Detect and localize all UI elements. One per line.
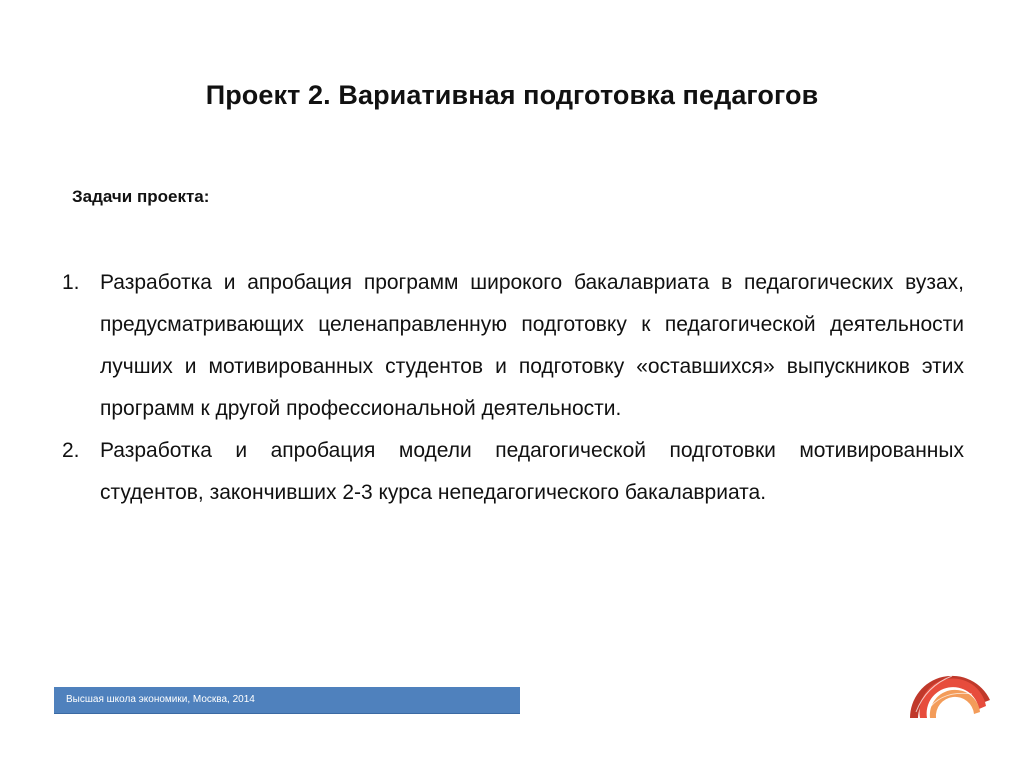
task-text: Разработка и апробация программ широкого бакалавриата в педагогических вузах, предусматривающих целенаправленную подготовку к педагогической деятельности лучших и мотивированных студентов и подготовку «оставшихся» выпускников этих программ к другой профессиональной деятельности. bbox=[100, 271, 964, 420]
slide-title: Проект 2. Вариативная подготовка педагогов bbox=[205, 80, 819, 110]
task-item-1 bbox=[62, 262, 964, 430]
footer-bar bbox=[54, 687, 520, 714]
task-item-2 bbox=[62, 430, 964, 514]
task-number: 1. bbox=[62, 271, 80, 294]
task-text: Разработка и апробация модели педагогической подготовки мотивированных студентов, закончивших 2-3 курса непедагогического бакалавриата. bbox=[100, 439, 964, 504]
slide-subtitle: Задачи проекта: bbox=[72, 187, 210, 206]
institute-education-logo-icon bbox=[902, 660, 998, 720]
task-list bbox=[62, 262, 964, 514]
task-number: 2. bbox=[62, 439, 80, 462]
footer-text: Высшая школа экономики, Москва, 2014 bbox=[66, 694, 255, 705]
